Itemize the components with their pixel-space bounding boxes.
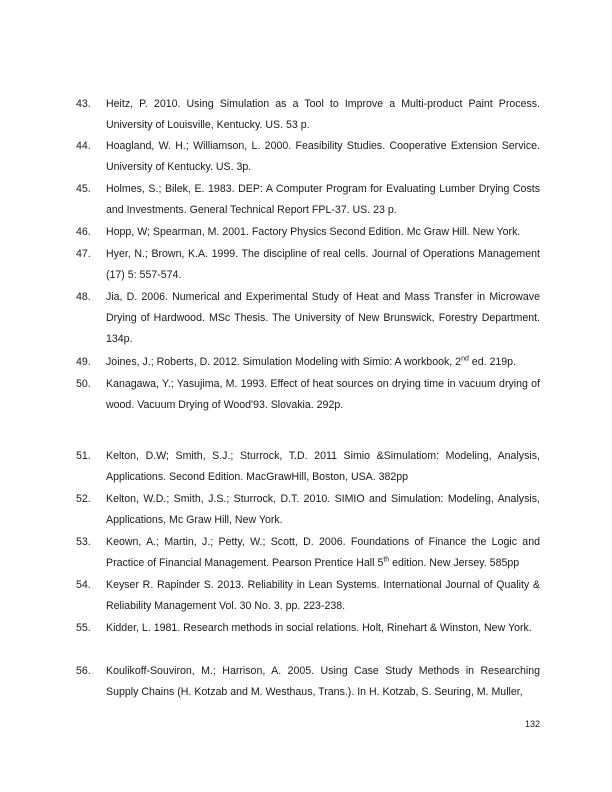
reference-text: Jia, D. 2006. Numerical and Experimental Study of Heat and Mass Transfer in Microwave Drying of Hardwood. MSc Thesis. The University of New Brunswick, Forestry Department. 134p. bbox=[106, 291, 540, 345]
reference-number: 52. bbox=[76, 493, 91, 505]
reference-text-part: Keown, A.; Martin, J.; Petty, W.; Scott, D. 2006. Foundations of Finance the Logic and Practice of Financial Management. Pearson Prentice Hall 5 bbox=[106, 536, 540, 569]
reference-text-part: ed. 219p. bbox=[468, 356, 516, 368]
reference-number: 48. bbox=[76, 291, 91, 303]
reference-text: Hoagland, W. H.; Williamson, L. 2000. Feasibility Studies. Cooperative Extension Service. University of Kentucky. US. 3p. bbox=[106, 140, 540, 173]
reference-text: Kanagawa, Y.; Yasujima, M. 1993. Effect of heat sources on drying time in vacuum drying of wood. Vacuum Drying of Wood'93. Slovakia. 292p. bbox=[106, 378, 540, 411]
reference-number: 47. bbox=[76, 248, 91, 260]
reference-number: 46. bbox=[76, 226, 91, 238]
superscript: th bbox=[383, 556, 390, 564]
reference-text bbox=[106, 532, 540, 574]
reference-number: 43. bbox=[76, 98, 91, 110]
reference-text: Kelton, D.W; Smith, S.J.; Sturrock, T.D. 2011 Simio &Simulatiom: Modeling, Analysis, Applications. Second Edition. MacGrawHill, Boston, USA. 382pp bbox=[106, 450, 540, 483]
reference-number: 53. bbox=[76, 536, 91, 548]
reference-text: Hopp, W; Spearman, M. 2001. Factory Physics Second Edition. Mc Graw Hill. New York. bbox=[106, 226, 521, 238]
reference-number: 51. bbox=[76, 450, 91, 462]
reference-text: Hyer, N.; Brown, K.A. 1999. The discipline of real cells. Journal of Operations Management (17) 5: 557-574. bbox=[106, 248, 540, 281]
reference-number: 44. bbox=[76, 140, 91, 152]
reference-text-part: edition. New Jersey. 585pp bbox=[389, 557, 520, 569]
reference-number: 55. bbox=[76, 622, 91, 634]
reference-text: Keyser R. Rapinder S. 2013. Reliability in Lean Systems. International Journal of Quality & Reliability Management Vol. 30 No. 3. pp. 223-238. bbox=[106, 579, 540, 612]
reference-text: Kelton, W.D.; Smith, J.S.; Sturrock, D.T. 2010. SIMIO and Simulation: Modeling, Analysis, Applications, Mc Graw Hill, New York. bbox=[106, 493, 540, 526]
reference-text: Kidder, L. 1981. Research methods in social relations. Holt, Rinehart & Winston, New York. bbox=[106, 622, 532, 634]
page-number: 132 bbox=[524, 719, 540, 729]
reference-number: 45. bbox=[76, 183, 91, 195]
reference-number: 54. bbox=[76, 579, 91, 591]
reference-number: 56. bbox=[76, 665, 91, 677]
reference-text: Koulikoff-Souviron, M.; Harrison, A. 2005. Using Case Study Methods in Researching Supply Chains (H. Kotzab and M. Westhaus, Trans.). In H. Kotzab, S. Seuring, M. Muller, bbox=[106, 665, 540, 698]
reference-text: Heitz, P. 2010. Using Simulation as a Tool to Improve a Multi-product Paint Process. University of Louisville, Kentucky. US. 53 p. bbox=[106, 98, 540, 131]
reference-number: 49. bbox=[76, 356, 91, 368]
reference-text-part: Joines, J.; Roberts, D. 2012. Simulation Modeling with Simio: A workbook, 2 bbox=[106, 356, 462, 368]
reference-number: 50. bbox=[76, 378, 91, 390]
reference-text: Holmes, S.; Bilek, E. 1983. DEP: A Computer Program for Evaluating Lumber Drying Costs and Investments. General Technical Report FPL-37. US. 23 p. bbox=[106, 183, 540, 216]
reference-text bbox=[106, 352, 540, 373]
superscript: nd bbox=[461, 355, 469, 363]
